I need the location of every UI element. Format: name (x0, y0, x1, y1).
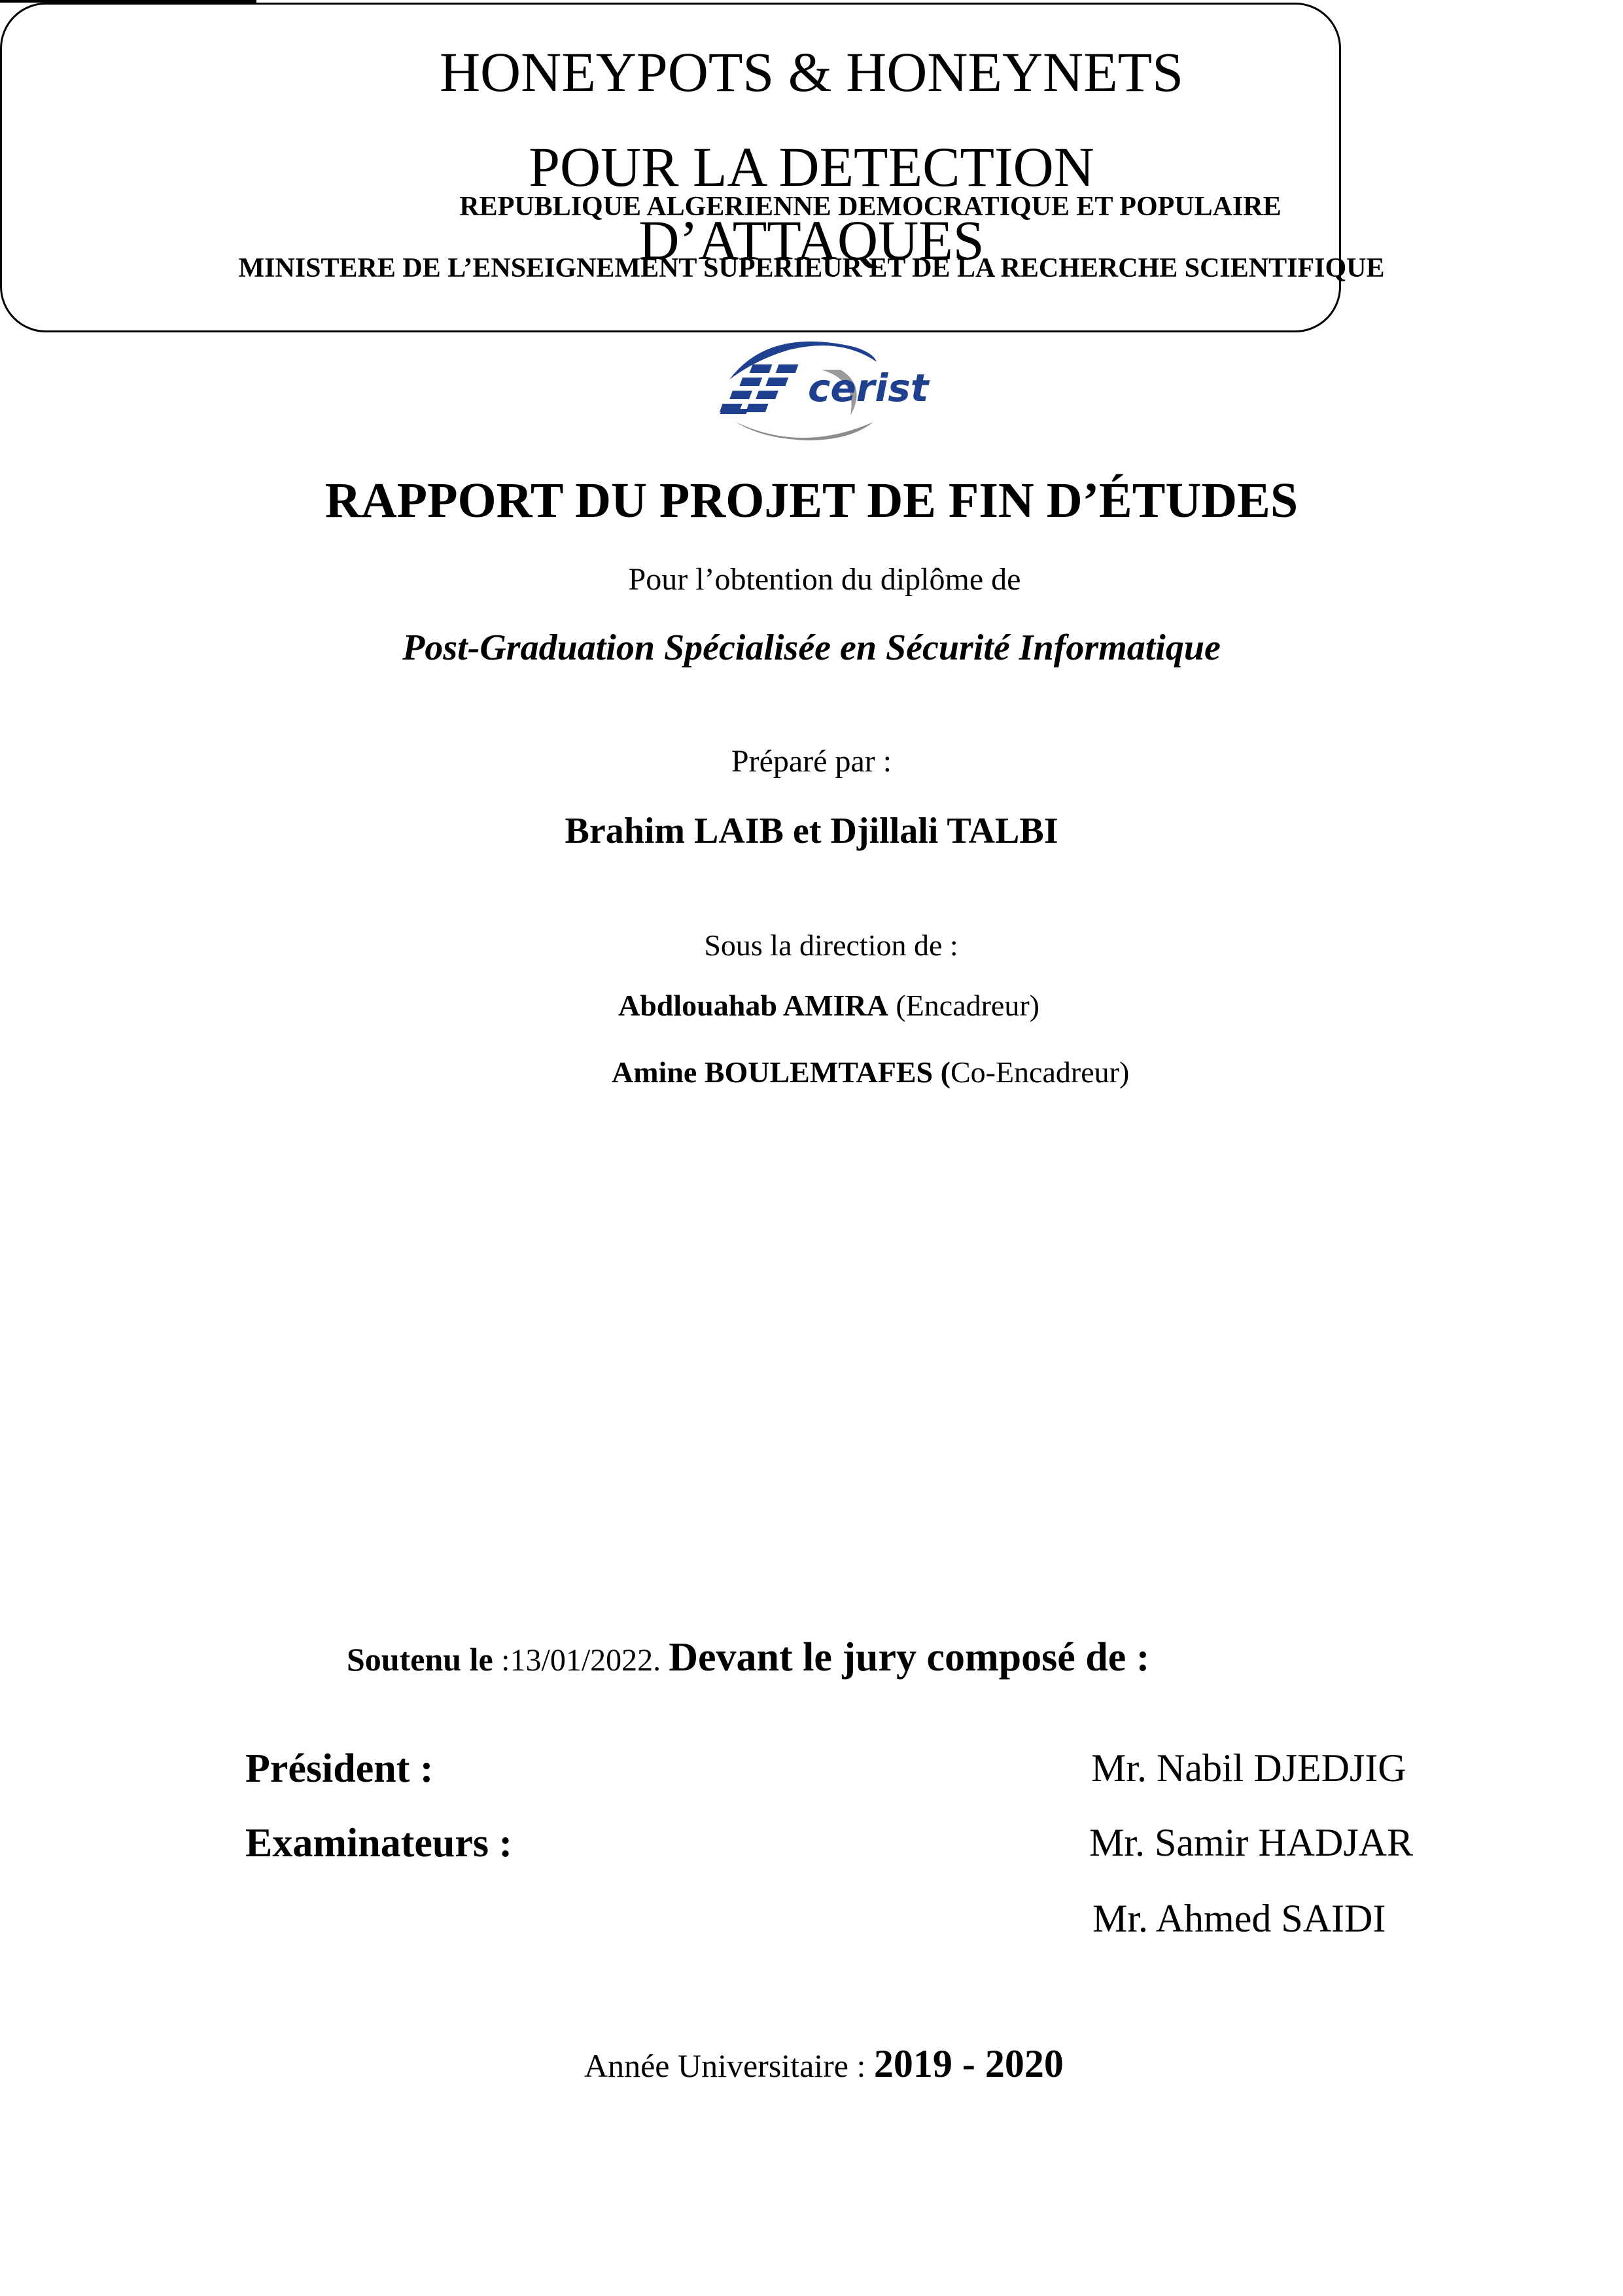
topic-title-line-1: HONEYPOTS & HONEYNETS (439, 41, 1184, 103)
topic-title-line-2: POUR LA DETECTION (529, 135, 1094, 198)
supervisor-1-name: Abdlouahab AMIRA (618, 989, 888, 1022)
authors-names: Brahim LAIB et Djillali TALBI (565, 811, 1058, 851)
supervisor-2-name: Amine BOULEMTAFES ( (612, 1055, 951, 1089)
supervisor-2-role: Co-Encadreur) (950, 1055, 1130, 1089)
examiner-2-name: Mr. Ahmed SAIDI (1092, 1897, 1386, 1940)
defense-date: :13/01/2022. (501, 1643, 669, 1678)
prepared-by-label: Préparé par : (731, 744, 892, 779)
defense-line (347, 1634, 1149, 1681)
diploma-name: Post-Graduation Spécialisée en Sécurité Informatique (402, 627, 1221, 668)
supervisor-2 (612, 1055, 1129, 1089)
president-label: Président : (245, 1746, 434, 1791)
president-name: Mr. Nabil DJEDJIG (1091, 1746, 1406, 1790)
examiner-1-name: Mr. Samir HADJAR (1089, 1821, 1414, 1864)
defense-label: Soutenu le (347, 1641, 502, 1678)
cerist-logo-graphic (710, 324, 952, 448)
direction-label: Sous la direction de : (704, 928, 958, 962)
report-title: RAPPORT DU PROJET DE FIN D’ÉTUDES (324, 473, 1299, 528)
republic-header: REPUBLIQUE ALGERIENNE DEMOCRATIQUE ET POPULAIRE (459, 192, 1282, 222)
academic-year-label: Année Universitaire : (584, 2047, 874, 2084)
academic-year (584, 2041, 1064, 2087)
diploma-intro: Pour l’obtention du diplôme de (628, 562, 1021, 597)
jury-intro: Devant le jury composé de : (669, 1635, 1150, 1680)
academic-year-value: 2019 - 2020 (873, 2042, 1064, 2085)
ministry-header: MINISTERE DE L’ENSEIGNEMENT SUPERIEUR ET DE LA RECHERCHE SCIENTIFIQUE (238, 253, 1385, 283)
supervisor-1 (618, 988, 1039, 1023)
topic-title-line-3: D’ATTAQUES (638, 209, 985, 272)
cerist-logo (710, 324, 952, 448)
logo-wordmark: cerist (808, 366, 929, 410)
supervisor-1-role: (Encadreur) (888, 989, 1039, 1022)
examiners-label: Examinateurs : (245, 1821, 513, 1865)
